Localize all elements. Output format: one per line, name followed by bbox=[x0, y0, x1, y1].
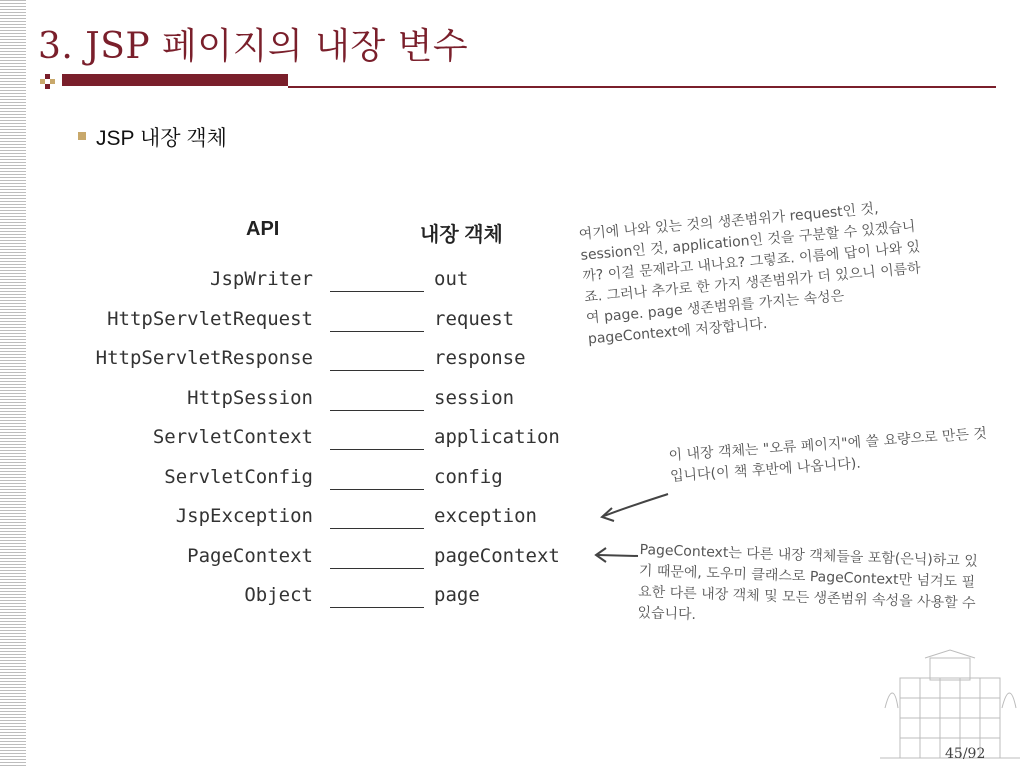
connector-line bbox=[330, 291, 424, 292]
object-name: config bbox=[434, 465, 503, 488]
table-row bbox=[60, 426, 600, 466]
object-name: out bbox=[434, 268, 469, 290]
api-object-table bbox=[60, 268, 600, 624]
api-name: JspException bbox=[175, 505, 313, 527]
table-row bbox=[60, 347, 600, 387]
connector-line bbox=[330, 370, 424, 371]
table-row bbox=[60, 505, 600, 545]
column-header-object: 내장 객체 bbox=[420, 224, 503, 246]
connector-line bbox=[330, 568, 424, 569]
bullet-square-icon bbox=[78, 132, 86, 140]
table-row bbox=[60, 466, 600, 506]
api-name: HttpServletRequest bbox=[107, 307, 313, 330]
object-name: response bbox=[434, 347, 526, 369]
api-name: ServletConfig bbox=[164, 465, 313, 488]
object-name: page bbox=[434, 584, 480, 606]
object-name: request bbox=[434, 307, 515, 330]
connector-line bbox=[330, 528, 424, 529]
object-name: session bbox=[434, 386, 515, 409]
object-name: pageContext bbox=[434, 544, 560, 567]
table-row bbox=[60, 584, 600, 624]
left-stripe-decoration bbox=[0, 0, 26, 768]
table-row bbox=[60, 308, 600, 348]
api-name: HttpSession bbox=[187, 386, 313, 409]
page-number: 45/92 bbox=[945, 746, 986, 762]
slide-title: 3. JSP 페이지의 내장 변수 bbox=[38, 26, 469, 67]
handwritten-note-exception: 이 내장 객체는 "오류 페이지"에 쓸 요량으로 만든 것입니다(이 책 후반에 나옵니다). bbox=[668, 425, 988, 485]
handwritten-note-pagecontext: PageContext는 다른 내장 객체들을 포함(은닉)하고 있기 때문에, 도우미 클래스로 PageContext만 넘겨도 필요한 다른 내장 객체 및 모든 생존범위 속성을 사용할 수 있습니다. bbox=[637, 541, 979, 623]
connector-line bbox=[330, 489, 424, 490]
connector-line bbox=[330, 607, 424, 608]
api-name: JspWriter bbox=[210, 268, 313, 290]
bullet-text: JSP 내장 객체 bbox=[96, 127, 227, 150]
api-name: Object bbox=[244, 584, 313, 606]
title-underline-thin bbox=[288, 86, 996, 88]
table-row bbox=[60, 545, 600, 585]
connector-line bbox=[330, 331, 424, 332]
handwritten-note-scope: 여기에 나와 있는 것의 생존범위가 request인 것, session인 것, application인 것을 구분할 수 있겠습니까? 이걸 문제라고 내나요? 그렇죠. 이름에 답이 나와 있죠. 그러나 추가로 한 가지 생존범위가 더 있으니 이름하여 page. page 생존범위를 가지는 속성은 pageContext에 저장합니다. bbox=[578, 200, 922, 348]
table-row bbox=[60, 268, 600, 308]
api-name: HttpServletResponse bbox=[95, 347, 313, 369]
title-ornament-icon bbox=[40, 74, 56, 90]
connector-line bbox=[330, 410, 424, 411]
connector-line bbox=[330, 449, 424, 450]
object-name: application bbox=[434, 426, 560, 448]
title-underline-thick bbox=[62, 74, 288, 86]
api-name: PageContext bbox=[187, 544, 313, 567]
annotation-arrows-icon bbox=[590, 480, 670, 570]
api-name: ServletContext bbox=[152, 426, 313, 448]
table-row bbox=[60, 387, 600, 427]
column-header-api: API bbox=[246, 218, 280, 240]
object-name: exception bbox=[434, 505, 537, 527]
